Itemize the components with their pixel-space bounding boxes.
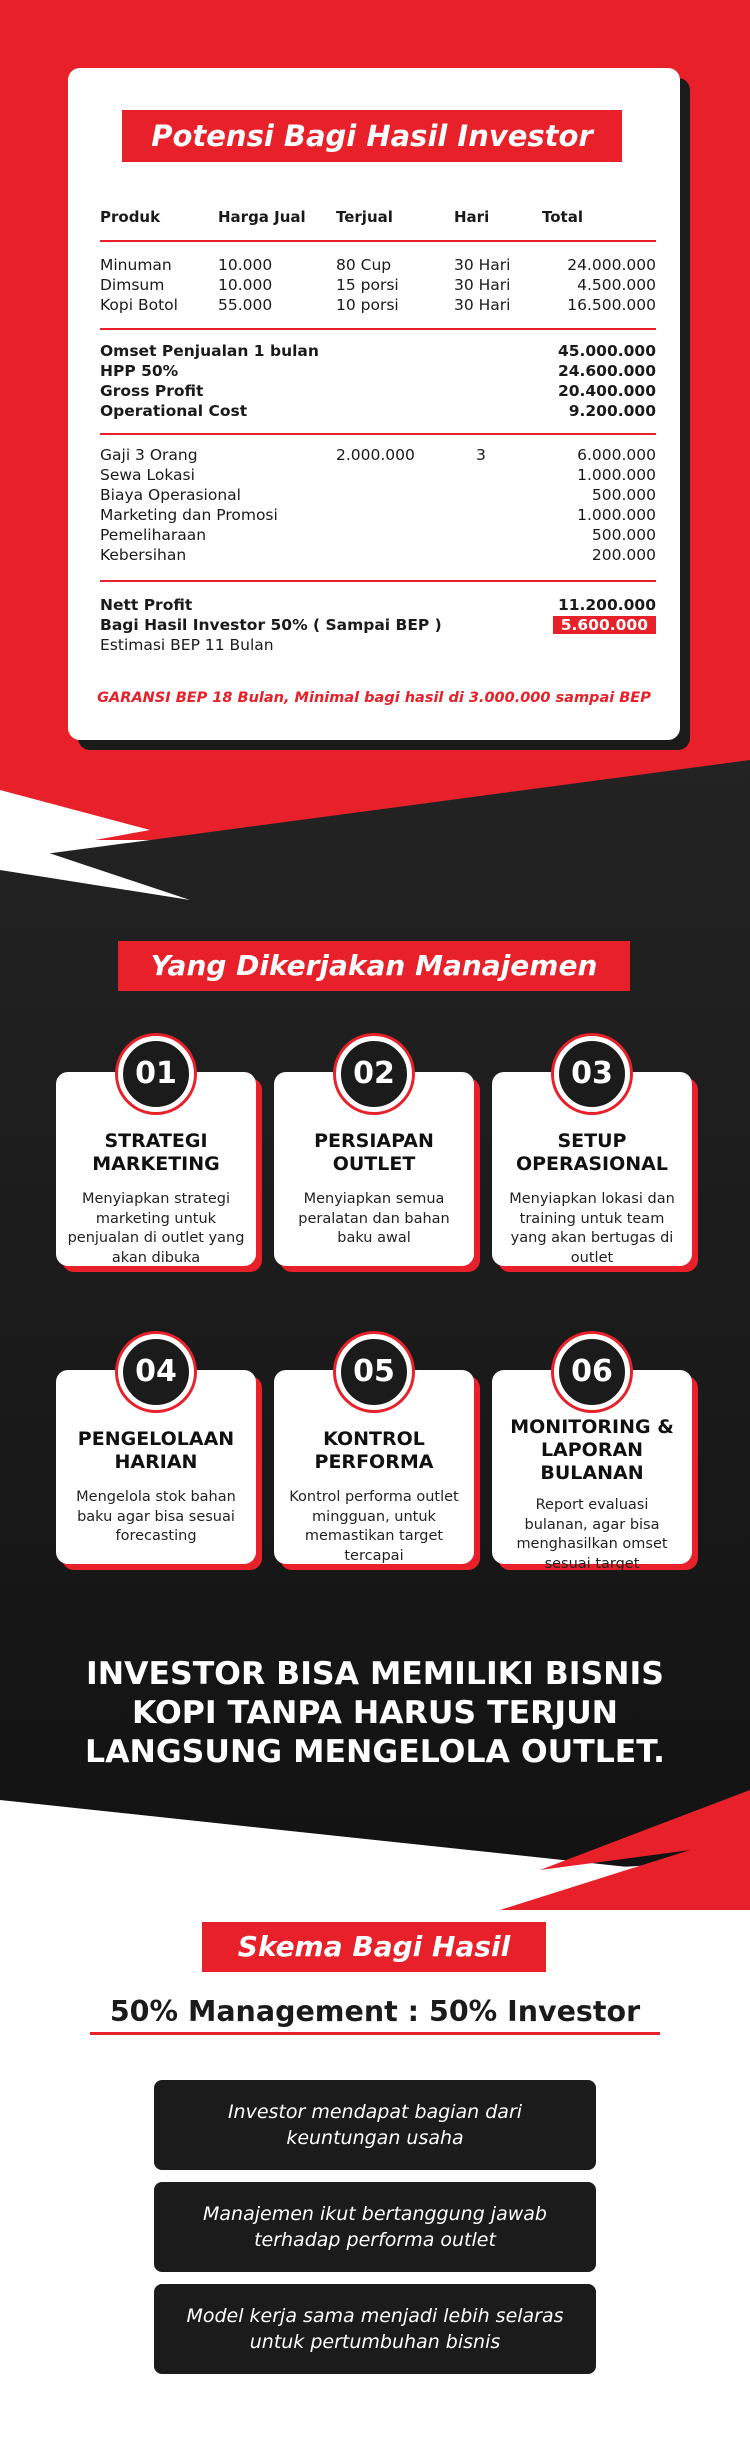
step-title: PENGELOLAAN HARIAN [77,1428,235,1473]
cost-row [100,526,656,546]
card-title: Potensi Bagi Hasil Investor [122,110,622,162]
cost-row [100,486,656,506]
table-header [100,208,656,228]
step-description: Report evaluasi bulanan, agar bisa menghasilkan omset sesuai target [516,1497,668,1572]
cost-label: Kebersihan [100,546,187,564]
summary-row [100,402,656,422]
step-title: SETUP OPERASIONAL [515,1130,668,1175]
step-description: Menyiapkan lokasi dan training untuk team yang akan bertugas di outlet [509,1191,675,1266]
step-number: 04 [118,1334,194,1410]
summary-value: 45.000.000 [557,342,656,360]
divider [100,433,656,435]
table-row [100,276,656,296]
cost-value: 500.000 [591,526,656,544]
step-title: STRATEGI MARKETING [92,1130,220,1175]
cell-harga: 10.000 [218,256,273,274]
cost-row [100,446,656,466]
step-number: 02 [336,1036,412,1112]
cost-row [100,466,656,486]
step-card [492,1354,692,1572]
summary-row [100,362,656,382]
cell-terjual: 15 porsi [336,276,399,294]
divider [100,328,656,330]
step-card [56,1056,256,1266]
cost-value: 200.000 [591,546,656,564]
net-profit-row [100,596,656,616]
header-hari: Hari [454,208,490,226]
guarantee-note: GARANSI BEP 18 Bulan, Minimal bagi hasil di 3.000.000 sampai BEP [97,690,651,706]
step-number: 06 [554,1334,630,1410]
cost-label: Biaya Operasional [100,486,241,504]
cell-harga: 55.000 [218,296,273,314]
cell-total: 4.500.000 [577,276,656,294]
step-title: PERSIAPAN OUTLET [314,1130,434,1175]
step-number: 03 [554,1036,630,1112]
cell-hari: 30 Hari [454,276,511,294]
cost-value: 6.000.000 [577,446,656,464]
cost-value: 1.000.000 [577,466,656,484]
step-description: Mengelola stok bahan baku agar bisa sesuai forecasting [76,1489,236,1544]
step-description: Kontrol performa outlet mingguan, untuk memastikan target tercapai [289,1489,459,1564]
step-description: Menyiapkan semua peralatan dan bahan baku awal [298,1191,450,1246]
summary-value: 24.600.000 [557,362,656,380]
summary-label: Gross Profit [100,382,204,400]
step-card [492,1056,692,1266]
summary-value: 9.200.000 [568,402,656,420]
investor-share-row [100,616,656,636]
bep-estimate: Estimasi BEP 11 Bulan [100,636,274,654]
summary-row [100,342,656,362]
cost-label: Gaji 3 Orang [100,446,198,464]
scheme-title: Skema Bagi Hasil [202,1922,546,1972]
net-profit-value: 11.200.000 [557,596,656,614]
benefit-card: Manajemen ikut bertanggung jawab terhadap performa outlet [154,2182,596,2272]
cell-terjual: 10 porsi [336,296,399,314]
step-number: 01 [118,1036,194,1112]
lightning-bolt-right-icon [500,1790,750,1910]
summary-rows [100,342,656,422]
cost-label: Pemeliharaan [100,526,207,544]
table-row [100,256,656,276]
summary-value: 20.400.000 [557,382,656,400]
summary-row [100,382,656,402]
product-rows [100,256,656,316]
header-harga-jual: Harga Jual [218,208,306,226]
cost-value: 1.000.000 [577,506,656,524]
step-card [274,1354,474,1564]
summary-label: Omset Penjualan 1 bulan [100,342,319,360]
step-title: MONITORING & LAPORAN BULANAN [510,1416,674,1484]
bep-row [100,636,656,656]
cell-terjual: 80 Cup [336,256,392,274]
cost-label: Marketing dan Promosi [100,506,278,524]
cost-amount: 2.000.000 [336,446,415,464]
lightning-bolt-left-icon [0,770,200,900]
cell-hari: 30 Hari [454,296,511,314]
cell-produk: Kopi Botol [100,296,178,314]
cell-produk: Dimsum [100,276,165,294]
cost-qty: 3 [476,446,486,464]
summary-label: Operational Cost [100,402,248,420]
step-number: 05 [336,1334,412,1410]
benefit-card: Investor mendapat bagian dari keuntungan usaha [154,2080,596,2170]
header-total: Total [542,208,583,226]
cost-rows [100,446,656,566]
investor-headline: INVESTOR BISA MEMILIKI BISNIS KOPI TANPA HARUS TERJUN LANGSUNG MENGELOLA OUTLET. [85,1656,665,1770]
benefit-card: Model kerja sama menjadi lebih selaras untuk pertumbuhan bisnis [154,2284,596,2374]
step-card [274,1056,474,1266]
step-title: KONTROL PERFORMA [314,1428,434,1473]
cell-total: 24.000.000 [567,256,656,274]
management-title: Yang Dikerjakan Manajemen [118,941,630,991]
net-profit-label: Nett Profit [100,596,193,614]
divider [100,240,656,242]
investor-share-value: 5.600.000 [553,616,656,634]
investor-share-label: Bagi Hasil Investor 50% ( Sampai BEP ) [100,616,442,634]
header-terjual: Terjual [336,208,393,226]
cell-hari: 30 Hari [454,256,511,274]
divider [100,580,656,582]
cost-value: 500.000 [591,486,656,504]
cell-total: 16.500.000 [567,296,656,314]
cost-label: Sewa Lokasi [100,466,195,484]
cost-row [100,506,656,526]
investor-profit-card [68,68,680,740]
header-produk: Produk [100,208,161,226]
cell-produk: Minuman [100,256,172,274]
result-rows [100,596,656,656]
step-card [56,1354,256,1564]
step-description: Menyiapkan strategi marketing untuk penjualan di outlet yang akan dibuka [67,1191,245,1266]
summary-label: HPP 50% [100,362,179,380]
cost-row [100,546,656,566]
cell-harga: 10.000 [218,276,273,294]
table-row [100,296,656,316]
profit-split: 50% Management : 50% Investor [90,1995,660,2035]
